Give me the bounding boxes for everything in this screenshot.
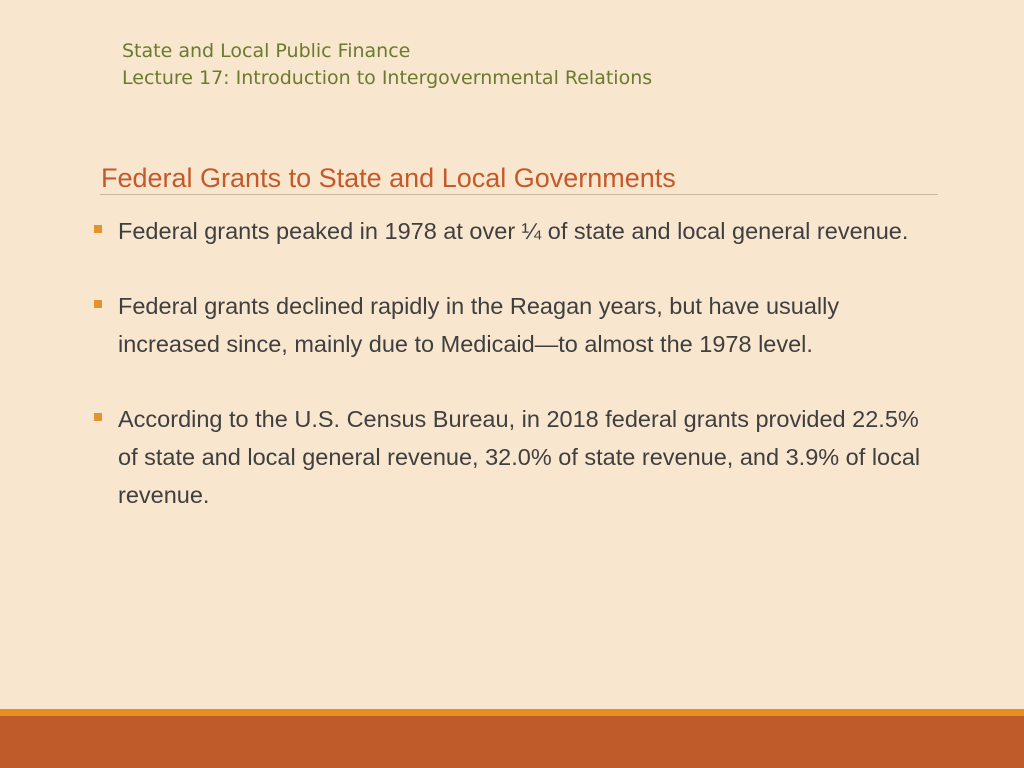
bullet-item bbox=[94, 212, 934, 250]
slide-title: Federal Grants to State and Local Governments bbox=[101, 163, 676, 193]
square-bullet-icon bbox=[94, 413, 102, 421]
bullet-text: According to the U.S. Census Bureau, in 2018 federal grants provided 22.5% of state and local general revenue, 32.0% of state revenue, and 3.9% of local revenue. bbox=[118, 406, 921, 508]
bullet-item bbox=[94, 400, 934, 514]
footer-accent-stripe bbox=[0, 709, 1024, 716]
footer-bar bbox=[0, 716, 1024, 768]
bullet-text: Federal grants declined rapidly in the Reagan years, but have usually increased since, mainly due to Medicaid—to almost the 1978 level. bbox=[118, 293, 840, 357]
title-underline bbox=[100, 194, 938, 195]
square-bullet-icon bbox=[94, 300, 102, 308]
bullet-item bbox=[94, 287, 934, 363]
square-bullet-icon bbox=[94, 225, 102, 233]
bullet-text: Federal grants peaked in 1978 at over ¼ of state and local general revenue. bbox=[118, 218, 909, 244]
slide-header bbox=[122, 38, 652, 92]
lecture-title: Lecture 17: Introduction to Intergovernmental Relations bbox=[122, 67, 653, 89]
course-title: State and Local Public Finance bbox=[122, 40, 411, 62]
bullet-list bbox=[94, 212, 934, 551]
